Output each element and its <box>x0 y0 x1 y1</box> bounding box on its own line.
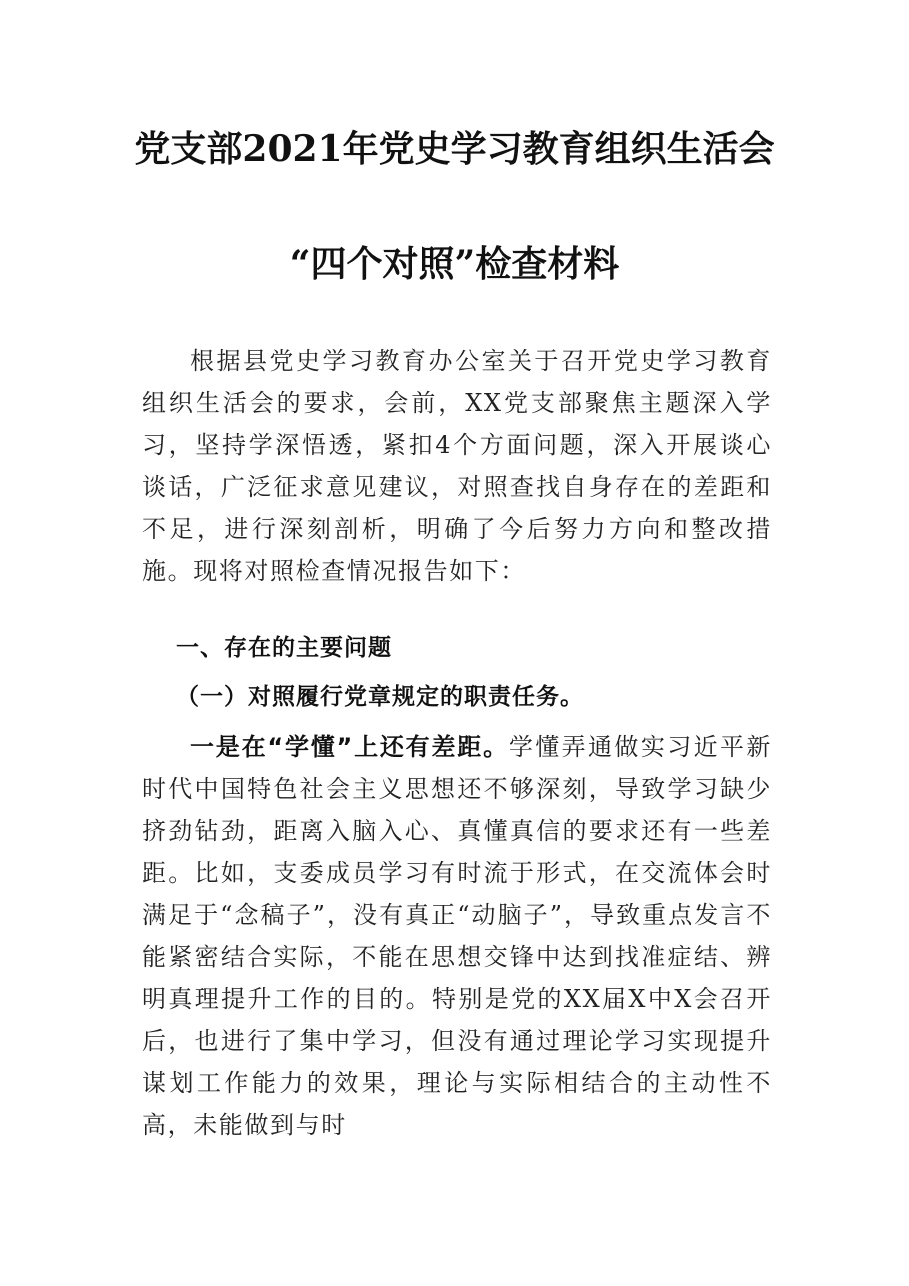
point-1-paragraph <box>142 726 772 1146</box>
document-title-line-2: “四个对照”检查材料 <box>289 243 620 285</box>
point-1-lead: 一是在“学懂”上还有差距。 <box>190 733 509 761</box>
document-title-line-1: 党支部2021年党史学习教育组织生活会 <box>134 128 775 170</box>
section-heading: 一、存在的主要问题 <box>176 635 392 661</box>
subsection-heading: （一）对照履行党章规定的职责任务。 <box>176 684 584 710</box>
point-1-block <box>142 726 772 1146</box>
intro-paragraph: 根据县党史学习教育办公室关于召开党史学习教育组织生活会的要求，会前，XX党支部聚焦主题深入学习，坚持学深悟透，紧扣4个方面问题，深入开展谈心谈话，广泛征求意见建议，对照查找自身存在的差距和不足，进行深刻剖析，明确了今后努力方向和整改措施。现将对照检查情况报告如下： <box>142 347 772 585</box>
point-1-text: 学懂弄通做实习近平新时代中国特色社会主义思想还不够深刻，导致学习缺少挤劲钻劲，距离入脑入心、真懂真信的要求还有一些差距。比如，支委成员学习有时流于形式，在交流体会时满足于“念稿子”，没有真正“动脑子”，导致重点发言不能紧密结合实际，不能在思想交锋中达到找准症结、辨明真理提升工作的目的。特别是党的XX届X中X会召开后，也进行了集中学习，但没有通过理论学习实现提升谋划工作能力的效果，理论与实际相结合的主动性不高，未能做到与时 <box>142 733 772 1139</box>
intro-paragraph-block <box>142 340 772 592</box>
